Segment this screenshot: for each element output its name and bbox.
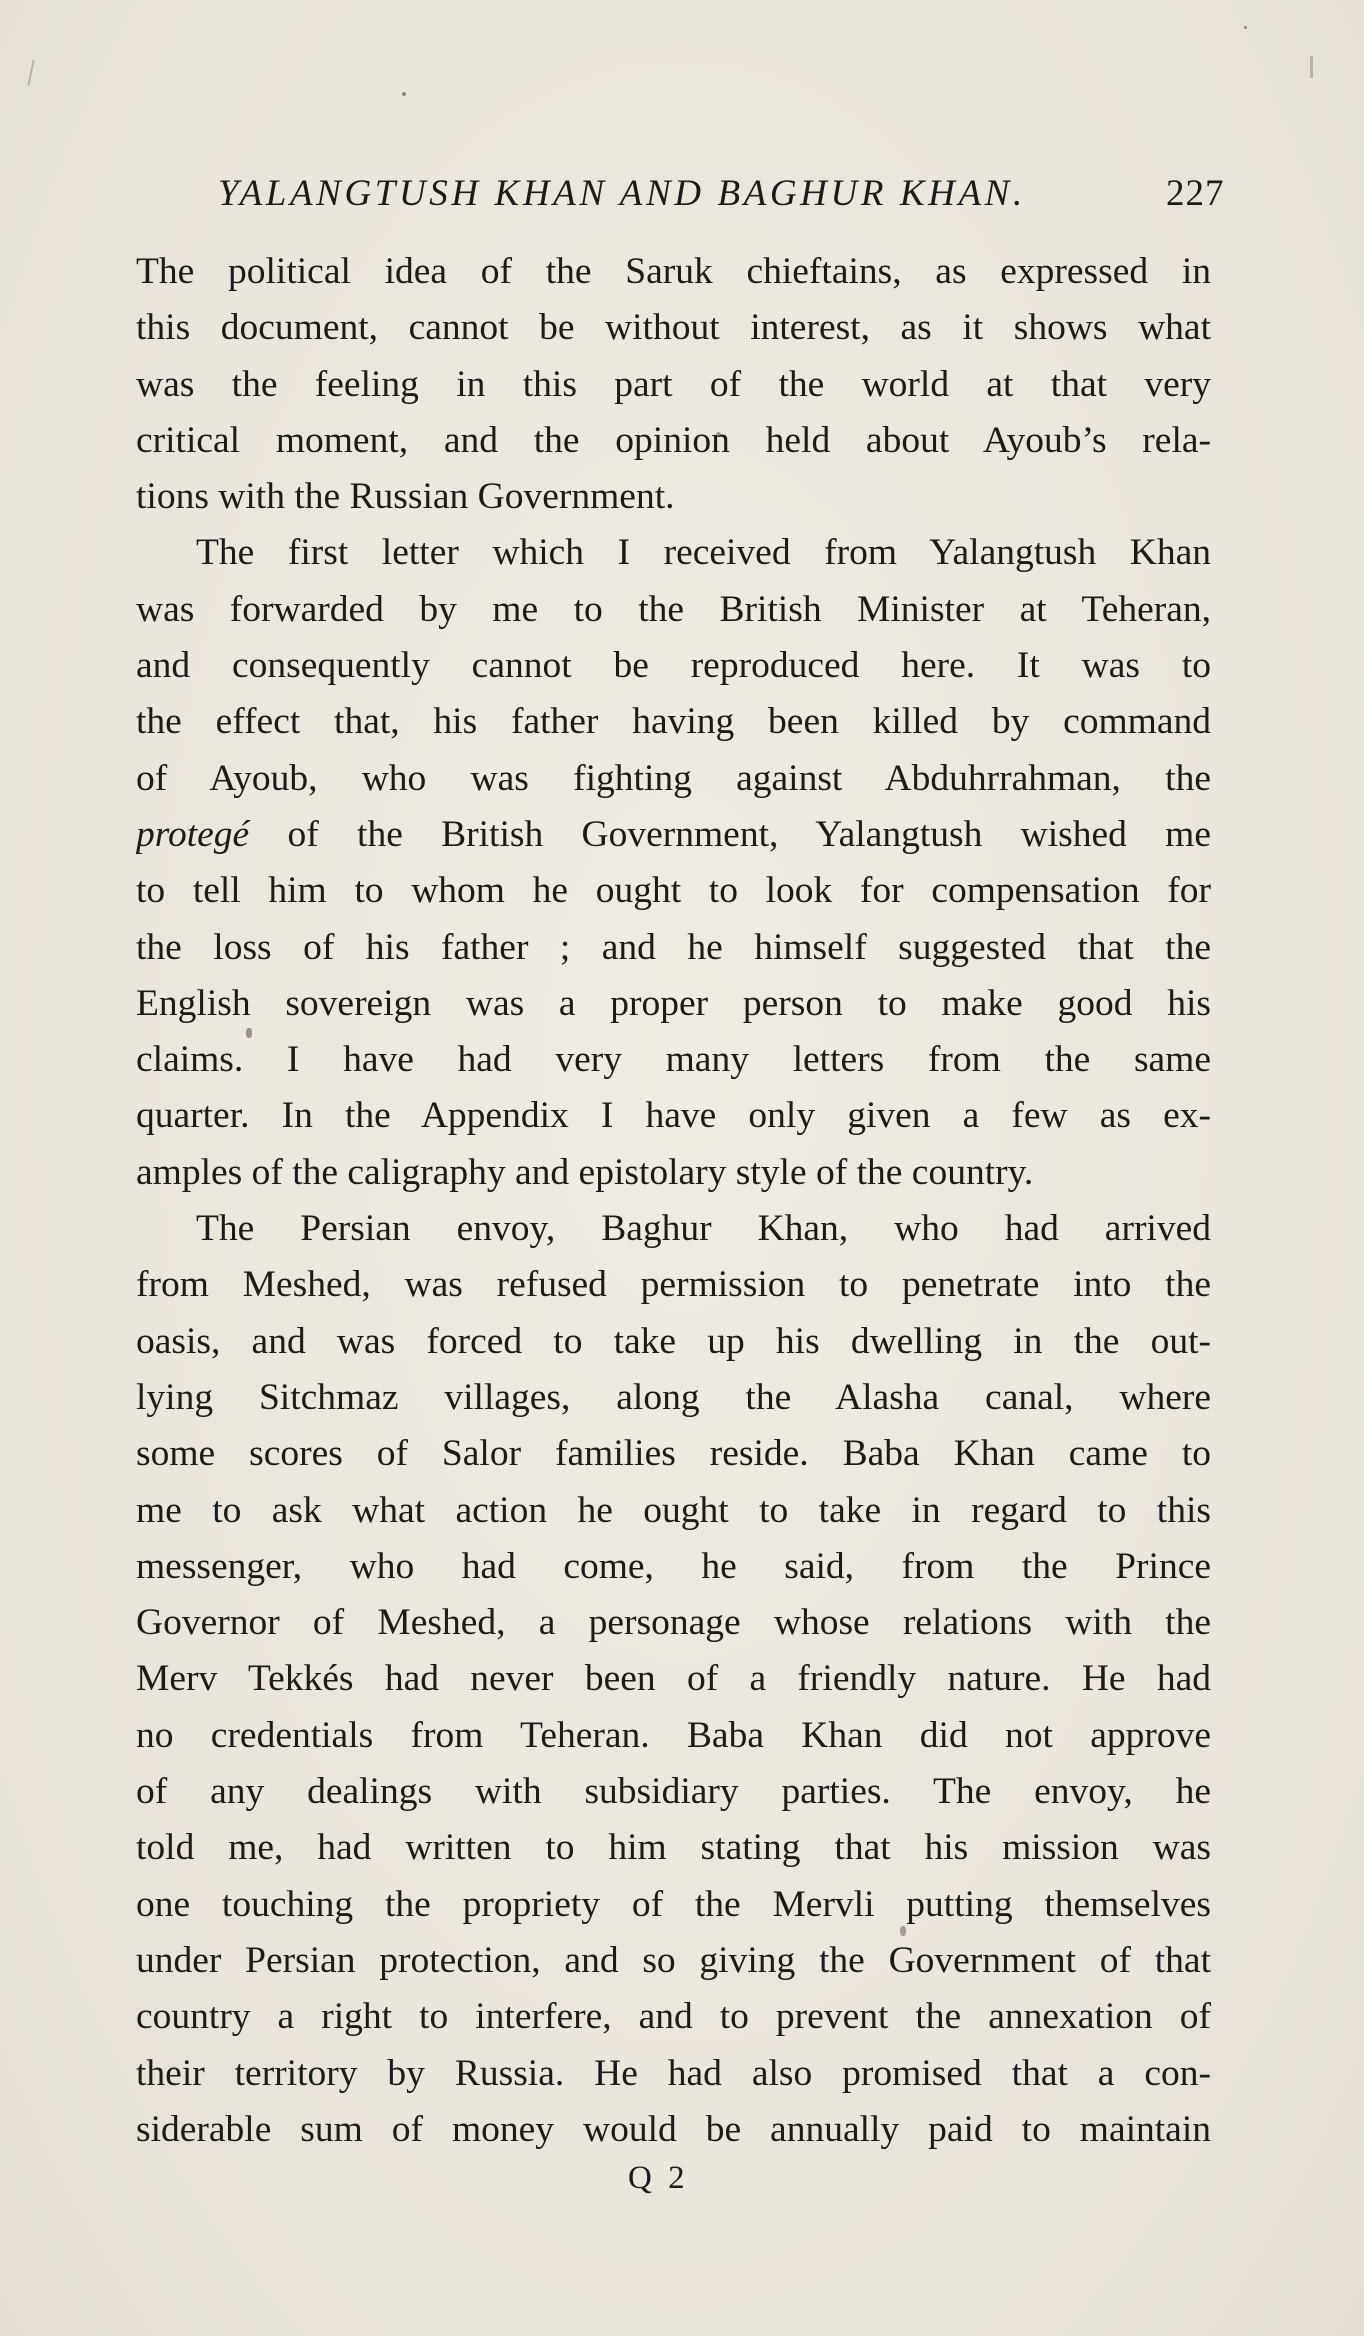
text-line: messenger, who had come, he said, from the Prince	[136, 1545, 1211, 1587]
text-line: quarter. In the Appendix I have only given a few as ex-	[136, 1095, 1211, 1137]
text-line: tions with the Russian Government.	[136, 476, 675, 518]
text-line: country a right to interfere, and to prevent the annexation of	[136, 1996, 1211, 2038]
text-line: to tell him to whom he ought to look for compensation for	[136, 870, 1211, 912]
text-line: the effect that, his father having been killed by command	[136, 701, 1211, 743]
text-line: me to ask what action he ought to take in regard to this	[136, 1489, 1211, 1531]
text-line: claims. I have had very many letters from the same	[136, 1039, 1211, 1081]
text-line: was the feeling in this part of the world at that very	[136, 363, 1211, 405]
text-line: amples of the caligraphy and epistolary style of the country.	[136, 1151, 1034, 1193]
text-line: some scores of Salor families reside. Baba Khan came to	[136, 1433, 1211, 1475]
paper-speck	[1244, 26, 1247, 29]
text-line: and consequently cannot be reproduced here. It was to	[136, 645, 1211, 687]
text-line-rest: of the British Government, Yalangtush wished me	[249, 813, 1211, 855]
text-line: lying Sitchmaz villages, along the Alasha canal, where	[136, 1376, 1211, 1418]
running-title: YALANGTUSH KHAN AND BAGHUR KHAN.	[218, 173, 1026, 214]
margin-mark	[27, 60, 34, 86]
signature-mark: Q 2	[628, 2160, 689, 2196]
text-line: this document, cannot be without interest, as it shows what	[136, 307, 1211, 349]
text-line: The political idea of the Saruk chieftains, as expressed in	[136, 251, 1211, 292]
margin-mark	[1310, 56, 1313, 78]
text-line: critical moment, and the opinion held about Ayoub’s rela-	[136, 419, 1211, 461]
body-text	[136, 244, 1211, 2158]
text-line: under Persian protection, and so giving the Government of that	[136, 1939, 1211, 1981]
italic-word: protegé	[136, 813, 250, 855]
text-line	[136, 807, 1211, 863]
text-line: of Ayoub, who was fighting against Abduhrrahman, the	[136, 757, 1211, 799]
text-line: told me, had written to him stating that his mission was	[136, 1827, 1211, 1869]
text-line: from Meshed, was refused permission to penetrate into the	[136, 1264, 1211, 1306]
text-line: no credentials from Teheran. Baba Khan did not approve	[136, 1714, 1211, 1756]
page-number: 227	[1166, 173, 1225, 214]
text-line: the loss of his father ; and he himself suggested that the	[136, 926, 1211, 968]
text-line: Governor of Meshed, a personage whose relations with the	[136, 1602, 1211, 1644]
text-line: English sovereign was a proper person to make good his	[136, 982, 1211, 1024]
running-head	[136, 166, 1236, 222]
text-line: their territory by Russia. He had also promised that a con-	[136, 2052, 1211, 2094]
text-line: The Persian envoy, Baghur Khan, who had arrived	[196, 1208, 1211, 1250]
paper-speck	[402, 92, 406, 96]
text-line: The first letter which I received from Yalangtush Khan	[196, 532, 1211, 574]
text-line: siderable sum of money would be annually paid to maintain	[136, 2108, 1211, 2150]
text-line: Merv Tekkés had never been of a friendly nature. He had	[136, 1658, 1211, 1700]
text-line: was forwarded by me to the British Minister at Teheran,	[136, 588, 1211, 630]
text-line: of any dealings with subsidiary parties. The envoy, he	[136, 1771, 1211, 1813]
text-line: oasis, and was forced to take up his dwelling in the out-	[136, 1320, 1211, 1362]
text-line: one touching the propriety of the Mervli putting themselves	[136, 1883, 1211, 1925]
